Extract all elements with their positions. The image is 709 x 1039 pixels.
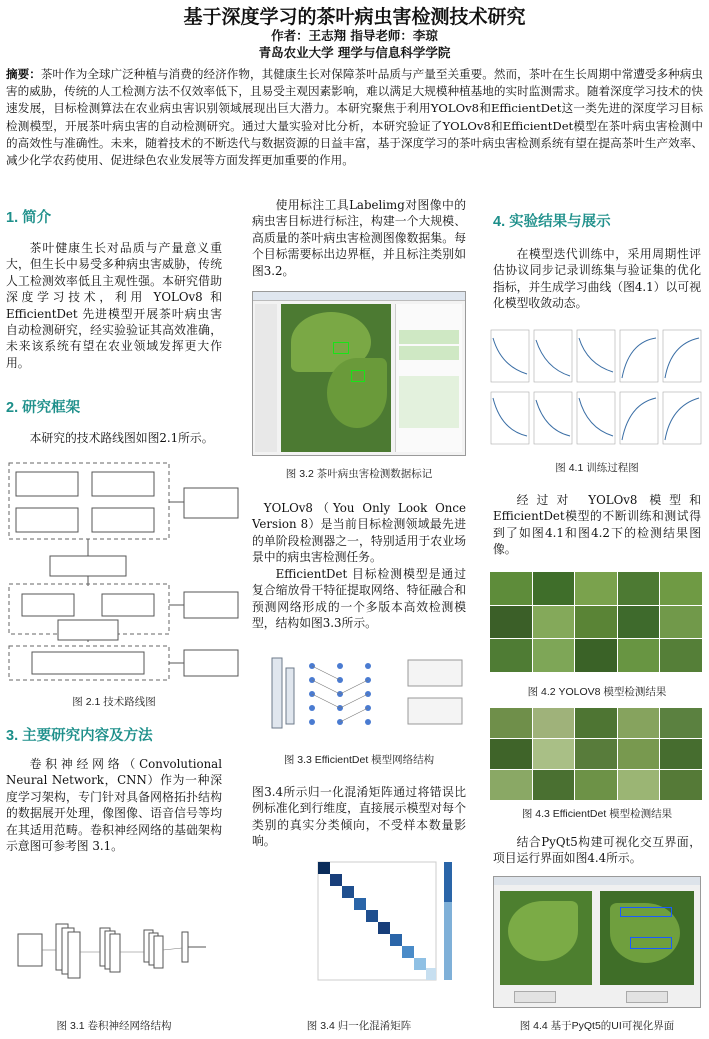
- result-thumbnail: [575, 572, 617, 605]
- detection-box: [630, 937, 672, 949]
- section-4-heading: 4. 实验结果与展示: [493, 214, 611, 230]
- labelimg-toolbar: [255, 304, 277, 452]
- result-thumbnail: [618, 708, 660, 738]
- cnn-conv-layers: [56, 924, 188, 978]
- caption-fig-4-3: 图 4.3 EfficientDet 模型检测结果: [521, 808, 673, 820]
- roadmap-box: [58, 620, 118, 640]
- result-thumbnail: [618, 606, 660, 639]
- result-thumbnail: [618, 739, 660, 769]
- result-thumbnail: [533, 739, 575, 769]
- abstract: [6, 66, 703, 169]
- caption-fig-4-2: 图 4.2 YOLOV8 模型检测结果: [527, 686, 667, 698]
- result-thumbnail: [660, 708, 702, 738]
- caption-fig-2-1: 图 2.1 技术路线图: [72, 696, 156, 708]
- result-thumbnail: [490, 708, 532, 738]
- roadmap-box: [184, 650, 238, 676]
- abstract-text: 茶叶作为全球广泛种植与消费的经济作物，其健康生长对保障茶叶品质与产量至关重要。然而，茶叶在生长周期中常遭受多种病虫害的威胁，传统的人工检测方法不仅效率低下，且易受主观因素影响，难以满足大规模种植基地的实时监测需求。随着深度学习技术的快速发展，目标检测算法在农业病虫害识别领域展现出巨大潜力。本研究聚焦于利用YOLOv8和EfficientDet这一类先进的深度学习目标检测模型，开展茶叶病虫害的自动检测研究。通过大量实验对比分析，本研究验证了YOLOv8和EfficientDet模型在茶叶病虫害检测中的高效性与准确性。未来，随着技术的不断迭代与数据资源的日益丰富，基于深度学习的茶叶病虫害检测系统有望在提高茶叶生产效率、减少化学农药使用、促进绿色农业发展等方面发挥更加重要的作用。: [6, 67, 703, 168]
- result-thumbnail: [490, 639, 532, 672]
- box-prediction-net: [408, 698, 462, 724]
- caption-fig-3-1: 图 3.1 卷积神经网络结构: [56, 1020, 172, 1032]
- cnn-connection: [163, 948, 182, 950]
- matrix-grid: [318, 862, 436, 980]
- class-prediction-net: [408, 660, 462, 686]
- matrix-colorbar: [444, 862, 452, 980]
- roadmap-box: [92, 508, 154, 532]
- ui-input-image: [500, 891, 592, 985]
- confusion-matrix-figure: [262, 858, 462, 998]
- caption-fig-3-3: 图 3.3 EfficientDet 模型网络结构: [283, 754, 435, 766]
- roadmap-box: [184, 592, 238, 618]
- annotation-box: [333, 342, 349, 354]
- result-thumbnail: [618, 639, 660, 672]
- result-thumbnail: [490, 770, 532, 800]
- result-thumbnail: [533, 770, 575, 800]
- result-thumbnail: [575, 639, 617, 672]
- col2-paragraph-yolov8: YOLOv8（You Only Look Once Version 8）是当前目标检测领域最先进的单阶段检测器之一，特别适用于农业场景中的病虫害检测任务。: [252, 501, 466, 565]
- labelimg-label-panel: [395, 304, 462, 452]
- col2-paragraph-labelimg: 使用标注工具Labelimg对图像中的病虫害目标进行标注，构建一个大规模、高质量的茶叶病虫害检测图像数据集。每个目标需要标出边界框，并且标注类别如图3.2。: [252, 198, 466, 278]
- file-list: [399, 376, 459, 428]
- caption-fig-4-1: 图 4.1 训练过程图: [555, 462, 639, 474]
- col3-paragraph-results: 经过对 YOLOv8 模型和EfficientDet模型的不断训练和测试得到了如图4.1和图4.2下的检测结果图像。: [493, 493, 701, 557]
- result-thumbnail: [660, 770, 702, 800]
- roadmap-box: [16, 472, 78, 496]
- caption-fig-3-4: 图 3.4 归一化混淆矩阵: [306, 1020, 412, 1032]
- result-thumbnail: [575, 708, 617, 738]
- section-2-text: 本研究的技术路线图如图2.1所示。: [29, 431, 214, 445]
- roadmap-box: [32, 652, 144, 674]
- roadmap-box: [102, 594, 154, 616]
- caption-fig-3-2: 图 3.2 茶叶病虫害检测数据标记: [285, 468, 433, 480]
- label-list-item: [399, 346, 459, 360]
- result-thumbnail: [490, 572, 532, 605]
- efficientdet-results-grid: [490, 708, 702, 800]
- efficientdet-network-figure: [268, 652, 468, 738]
- result-thumbnail: [490, 606, 532, 639]
- result-thumbnail: [660, 606, 702, 639]
- section-3-text: 卷积神经网络（Convolutional Neural Network，CNN）作为一种深度学习架构，专门针对具备网格拓扑结构的数据展开处理，像图像、语音信号等均在其适用范畴。卷积神经网络的基础架构示意图可参考图 3.1。: [6, 757, 222, 854]
- caption-fig-4-4: 图 4.4 基于PyQt5的UI可视化界面: [519, 1020, 675, 1032]
- roadmap-box: [50, 556, 126, 576]
- result-thumbnail: [533, 639, 575, 672]
- ui-output-image: [600, 891, 694, 985]
- backbone-layers: [272, 658, 294, 728]
- poster-title: 基于深度学习的茶叶病虫害检测技术研究: [183, 6, 526, 28]
- result-thumbnail: [660, 739, 702, 769]
- labelimg-image-canvas: [281, 304, 391, 452]
- annotation-box: [351, 370, 365, 382]
- affiliation-line: 青岛农业大学 理学与信息科学学院: [258, 45, 451, 60]
- leaf-shape: [508, 901, 578, 961]
- section-1-heading: 1. 简介: [6, 210, 52, 226]
- labelimg-titlebar: [253, 292, 465, 301]
- result-thumbnail: [533, 572, 575, 605]
- result-thumbnail: [533, 606, 575, 639]
- col3-paragraph-ui: 结合PyQt5构建可视化交互界面，项目运行界面如图4.4所示。: [493, 835, 701, 866]
- result-thumbnail: [575, 739, 617, 769]
- result-thumbnail: [533, 708, 575, 738]
- section-2-heading: 2. 研究框架: [6, 400, 81, 416]
- ui-titlebar: [494, 877, 700, 885]
- result-thumbnail: [575, 606, 617, 639]
- detection-box: [620, 907, 672, 917]
- result-thumbnail: [660, 572, 702, 605]
- col3-paragraph-training: 在模型迭代训练中，采用周期性评估协议同步记录训练集与验证集的优化指标，并生成学习曲线（图4.1）以可视化模型收敛动态。: [493, 247, 701, 311]
- section-1-text: 茶叶健康生长对品质与产量意义重大，但生长中易受多种病虫害威胁，传统人工检测效率低且主观性强。本研究借助深度学习技术，利用 YOLOv8 和 EfficientDet 先进模型开展茶叶病虫害自动检测研究，经实验验证其高效准确，未来该系统有望在农业领域发挥更大作用。: [6, 241, 222, 370]
- col2-paragraph-efficientdet: EfficientDet 目标检测模型是通过复合缩放骨干特征提取网络、特征融合和预测网络形成的一个多版本高效检测模型，结构如图3.3所示。: [252, 567, 466, 631]
- result-thumbnail: [660, 639, 702, 672]
- roadmap-box: [16, 508, 78, 532]
- leaf-shape: [327, 358, 387, 428]
- ui-button[interactable]: [514, 991, 556, 1003]
- result-thumbnail: [618, 770, 660, 800]
- pyqt5-ui-screenshot: [493, 876, 701, 1008]
- authors-line: 作者：王志翔 指导老师：李琼: [271, 28, 438, 43]
- col2-paragraph-confusion: 图3.4所示归一化混淆矩阵通过将错误比例标准化到行维度，直接展示模型对每个类别的真实分类倾向，不受样本数量影响。: [252, 785, 466, 849]
- yolov8-results-grid: [490, 572, 702, 672]
- abstract-label: 摘要：: [6, 67, 41, 81]
- tech-roadmap-figure: [8, 462, 240, 684]
- roadmap-box: [184, 488, 238, 518]
- ui-button[interactable]: [626, 991, 668, 1003]
- roadmap-box: [92, 472, 154, 496]
- labelimg-screenshot: [252, 291, 466, 456]
- result-thumbnail: [618, 572, 660, 605]
- label-list-item: [399, 330, 459, 344]
- cnn-input-layer: [18, 934, 42, 966]
- roadmap-box: [22, 594, 74, 616]
- section-3-heading: 3. 主要研究内容及方法: [6, 728, 153, 744]
- training-plots: [491, 330, 701, 444]
- result-thumbnail: [575, 770, 617, 800]
- cnn-structure-figure: [10, 918, 235, 990]
- bifpn-connections: [312, 666, 368, 722]
- training-curves-figure: [489, 326, 703, 448]
- result-thumbnail: [490, 739, 532, 769]
